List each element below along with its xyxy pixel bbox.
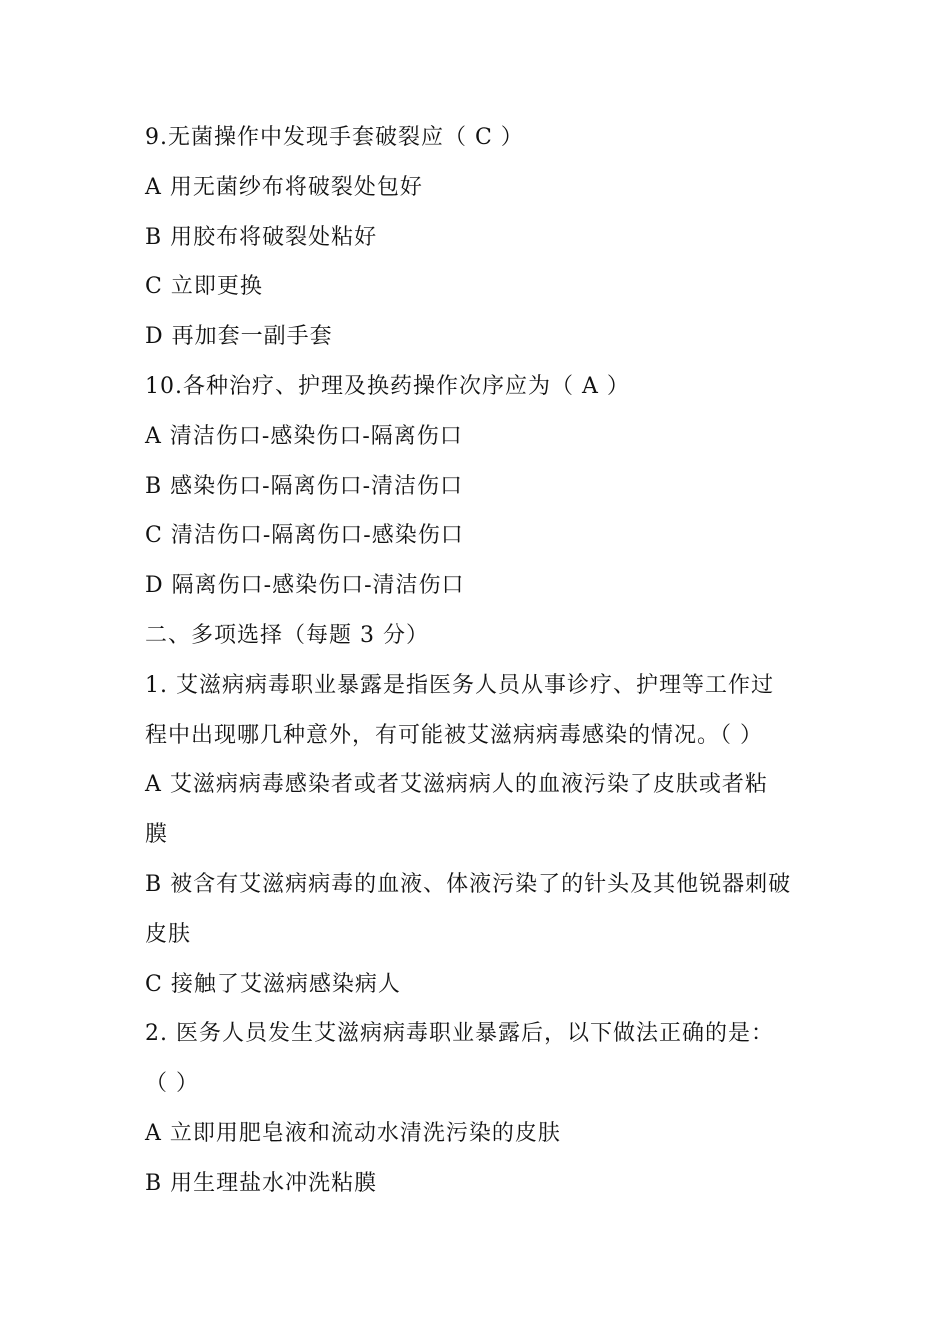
question-9-stem: 9.无菌操作中发现手套破裂应（ C ） (145, 125, 524, 150)
question-10-option-b: B 感染伤口-隔离伤口-清洁伤口 (145, 473, 464, 499)
question-10-option-c: C 清洁伤口-隔离伤口-感染伤口 (145, 523, 464, 549)
section-heading-multiple-choice: 二、多项选择（每题 3 分） (145, 622, 429, 648)
mc-question-1-option-a-line-1: A 艾滋病病毒感染者或者艾滋病病人的血液污染了皮肤或者粘 (145, 772, 768, 798)
mc-question-1-option-a-line-2: 膜 (145, 822, 169, 848)
mc-question-2-option-b: B 用生理盐水冲洗粘膜 (145, 1170, 378, 1196)
mc-question-1-stem-line-1: 1. 艾滋病病毒职业暴露是指医务人员从事诊疗、护理等工作过 (145, 672, 774, 698)
question-9-option-d: D 再加套一副手套 (145, 324, 333, 350)
mc-question-1-option-b-line-1: B 被含有艾滋病病毒的血液、体液污染了的针头及其他锐器刺破 (145, 871, 792, 897)
document-body (145, 113, 815, 1209)
mc-question-1-option-c: C 接触了艾滋病感染病人 (145, 971, 401, 997)
mc-question-2-stem-line-2: （ ） (145, 1071, 199, 1097)
mc-question-2-stem-line-1: 2. 医务人员发生艾滋病病毒职业暴露后，以下做法正确的是： (145, 1021, 774, 1047)
mc-question-1-option-b-line-2: 皮肤 (145, 921, 192, 947)
question-10-stem: 10.各种治疗、护理及换药操作次序应为（ A ） (145, 373, 630, 399)
question-9-option-b: B 用胶布将破裂处粘好 (145, 224, 378, 250)
mc-question-1-stem-line-2: 程中出现哪几种意外，有可能被艾滋病病毒感染的情况。（ ） (145, 722, 763, 748)
mc-question-2-option-a: A 立即用肥皂液和流动水清洗污染的皮肤 (145, 1120, 561, 1146)
question-10-option-d: D 隔离伤口-感染伤口-清洁伤口 (145, 573, 465, 599)
question-9-option-c: C 立即更换 (145, 274, 263, 300)
question-9-option-a: A 用无菌纱布将破裂处包好 (145, 174, 423, 200)
question-10-option-a: A 清洁伤口-感染伤口-隔离伤口 (145, 423, 463, 449)
